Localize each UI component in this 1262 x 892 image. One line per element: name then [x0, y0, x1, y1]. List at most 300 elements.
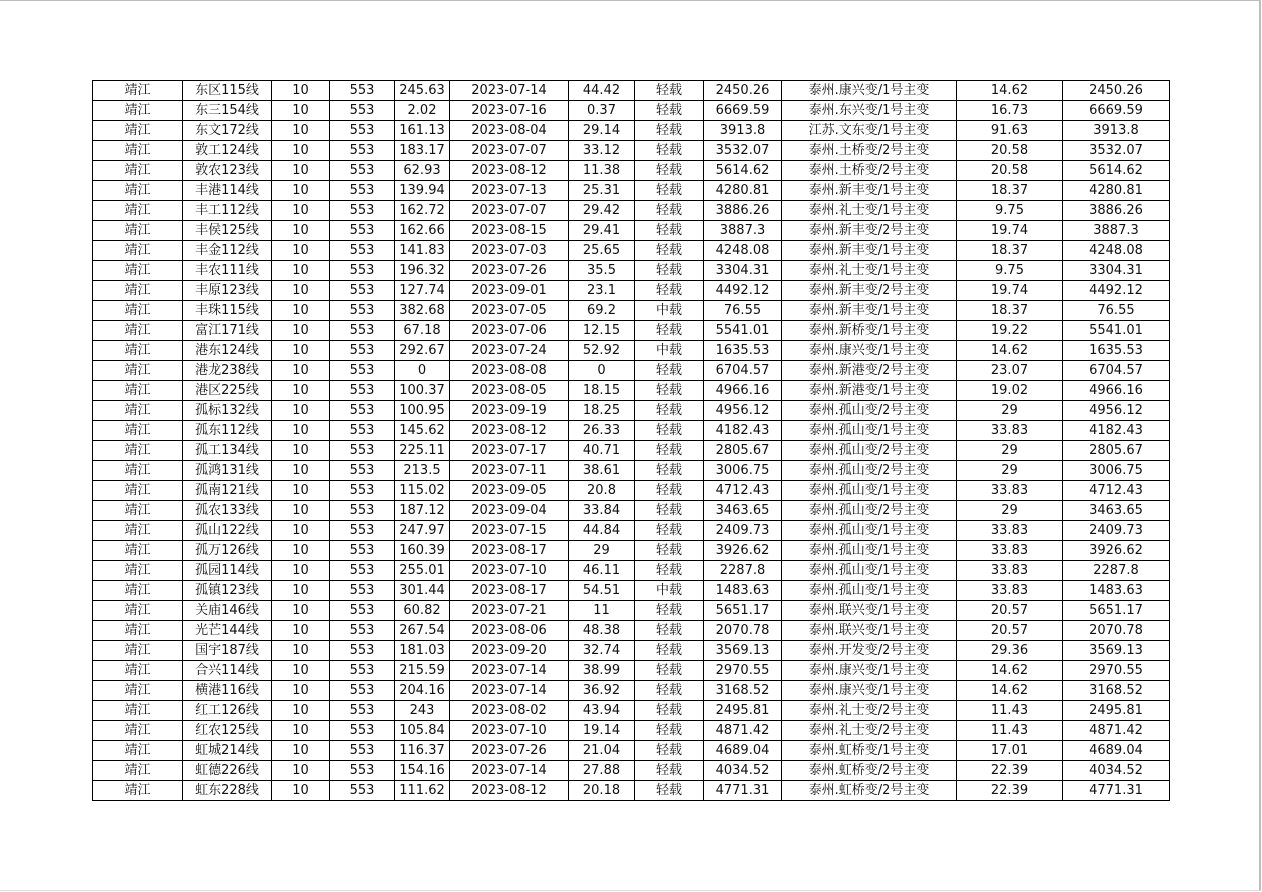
voltage-cell: 10	[272, 261, 330, 281]
line-name-cell: 孤标132线	[183, 401, 272, 421]
voltage-cell: 10	[272, 661, 330, 681]
capacity-cell: 553	[330, 681, 395, 701]
load-rate-cell: 52.92	[569, 341, 635, 361]
date-cell: 2023-08-02	[450, 701, 569, 721]
load-rate-cell: 25.31	[569, 181, 635, 201]
transformer-cell: 泰州.土桥变/2号主变	[782, 161, 957, 181]
transformer-rate-cell: 14.62	[957, 681, 1063, 701]
table-row	[93, 241, 1170, 261]
voltage-cell: 10	[272, 761, 330, 781]
county-cell: 靖江	[93, 561, 183, 581]
margin-cell: 4034.52	[704, 761, 782, 781]
county-cell: 靖江	[93, 781, 183, 801]
transformer-rate-cell: 22.39	[957, 761, 1063, 781]
load-level-cell: 中载	[635, 301, 704, 321]
voltage-cell: 10	[272, 201, 330, 221]
date-cell: 2023-08-05	[450, 381, 569, 401]
transformer-rate-cell: 20.57	[957, 601, 1063, 621]
transformer-rate-cell: 20.58	[957, 161, 1063, 181]
table-row	[93, 81, 1170, 101]
table-row	[93, 261, 1170, 281]
voltage-cell: 10	[272, 81, 330, 101]
table-row	[93, 561, 1170, 581]
margin-cell: 1483.63	[704, 581, 782, 601]
available-cell: 4871.42	[1063, 721, 1170, 741]
line-name-cell: 丰原123线	[183, 281, 272, 301]
line-name-cell: 红农125线	[183, 721, 272, 741]
load-cell: 116.37	[395, 741, 450, 761]
load-level-cell: 轻载	[635, 501, 704, 521]
transformer-cell: 泰州.康兴变/1号主变	[782, 341, 957, 361]
county-cell: 靖江	[93, 741, 183, 761]
county-cell: 靖江	[93, 641, 183, 661]
margin-cell: 2970.55	[704, 661, 782, 681]
voltage-cell: 10	[272, 181, 330, 201]
margin-cell: 2805.67	[704, 441, 782, 461]
transformer-rate-cell: 18.37	[957, 181, 1063, 201]
transformer-cell: 泰州.孤山变/1号主变	[782, 541, 957, 561]
transformer-rate-cell: 18.37	[957, 241, 1063, 261]
transformer-rate-cell: 14.62	[957, 341, 1063, 361]
capacity-cell: 553	[330, 161, 395, 181]
load-level-cell: 轻载	[635, 441, 704, 461]
transformer-cell: 泰州.礼士变/2号主变	[782, 721, 957, 741]
transformer-cell: 泰州.孤山变/1号主变	[782, 581, 957, 601]
transformer-rate-cell: 33.83	[957, 421, 1063, 441]
margin-cell: 4871.42	[704, 721, 782, 741]
county-cell: 靖江	[93, 661, 183, 681]
line-name-cell: 敦农123线	[183, 161, 272, 181]
line-name-cell: 丰农111线	[183, 261, 272, 281]
transformer-rate-cell: 19.22	[957, 321, 1063, 341]
load-level-cell: 轻载	[635, 241, 704, 261]
transformer-cell: 泰州.新桥变/1号主变	[782, 321, 957, 341]
capacity-cell: 553	[330, 141, 395, 161]
load-cell: 301.44	[395, 581, 450, 601]
margin-cell: 1635.53	[704, 341, 782, 361]
load-rate-cell: 69.2	[569, 301, 635, 321]
load-cell: 225.11	[395, 441, 450, 461]
load-cell: 145.62	[395, 421, 450, 441]
voltage-cell: 10	[272, 781, 330, 801]
load-cell: 141.83	[395, 241, 450, 261]
county-cell: 靖江	[93, 161, 183, 181]
transformer-rate-cell: 19.74	[957, 281, 1063, 301]
date-cell: 2023-08-17	[450, 581, 569, 601]
transformer-cell: 泰州.孤山变/1号主变	[782, 421, 957, 441]
load-level-cell: 轻载	[635, 761, 704, 781]
date-cell: 2023-07-16	[450, 101, 569, 121]
line-name-cell: 虹德226线	[183, 761, 272, 781]
voltage-cell: 10	[272, 641, 330, 661]
table-row	[93, 421, 1170, 441]
line-name-cell: 丰珠115线	[183, 301, 272, 321]
capacity-cell: 553	[330, 741, 395, 761]
county-cell: 靖江	[93, 81, 183, 101]
margin-cell: 6704.57	[704, 361, 782, 381]
available-cell: 3913.8	[1063, 121, 1170, 141]
available-cell: 3886.26	[1063, 201, 1170, 221]
load-cell: 105.84	[395, 721, 450, 741]
load-cell: 127.74	[395, 281, 450, 301]
capacity-cell: 553	[330, 581, 395, 601]
available-cell: 2450.26	[1063, 81, 1170, 101]
load-rate-cell: 26.33	[569, 421, 635, 441]
capacity-cell: 553	[330, 481, 395, 501]
margin-cell: 5651.17	[704, 601, 782, 621]
transformer-rate-cell: 29	[957, 461, 1063, 481]
county-cell: 靖江	[93, 581, 183, 601]
load-rate-cell: 0	[569, 361, 635, 381]
load-level-cell: 轻载	[635, 621, 704, 641]
capacity-cell: 553	[330, 461, 395, 481]
available-cell: 2070.78	[1063, 621, 1170, 641]
transformer-rate-cell: 29	[957, 401, 1063, 421]
date-cell: 2023-07-06	[450, 321, 569, 341]
load-cell: 62.93	[395, 161, 450, 181]
date-cell: 2023-09-04	[450, 501, 569, 521]
margin-cell: 4280.81	[704, 181, 782, 201]
line-name-cell: 东文172线	[183, 121, 272, 141]
load-cell: 154.16	[395, 761, 450, 781]
capacity-cell: 553	[330, 621, 395, 641]
date-cell: 2023-07-15	[450, 521, 569, 541]
date-cell: 2023-08-08	[450, 361, 569, 381]
load-level-cell: 轻载	[635, 781, 704, 801]
table-row	[93, 441, 1170, 461]
table-row	[93, 361, 1170, 381]
load-cell: 111.62	[395, 781, 450, 801]
county-cell: 靖江	[93, 461, 183, 481]
transformer-rate-cell: 91.63	[957, 121, 1063, 141]
line-name-cell: 丰港114线	[183, 181, 272, 201]
available-cell: 2495.81	[1063, 701, 1170, 721]
load-cell: 2.02	[395, 101, 450, 121]
margin-cell: 4248.08	[704, 241, 782, 261]
capacity-cell: 553	[330, 761, 395, 781]
voltage-cell: 10	[272, 421, 330, 441]
available-cell: 4966.16	[1063, 381, 1170, 401]
available-cell: 4492.12	[1063, 281, 1170, 301]
table-row	[93, 161, 1170, 181]
date-cell: 2023-07-10	[450, 561, 569, 581]
transformer-cell: 泰州.孤山变/1号主变	[782, 561, 957, 581]
date-cell: 2023-07-10	[450, 721, 569, 741]
load-cell: 187.12	[395, 501, 450, 521]
capacity-cell: 553	[330, 501, 395, 521]
load-cell: 162.72	[395, 201, 450, 221]
county-cell: 靖江	[93, 401, 183, 421]
voltage-cell: 10	[272, 441, 330, 461]
table-row	[93, 621, 1170, 641]
margin-cell: 3304.31	[704, 261, 782, 281]
load-level-cell: 轻载	[635, 121, 704, 141]
available-cell: 2287.8	[1063, 561, 1170, 581]
capacity-cell: 553	[330, 721, 395, 741]
available-cell: 4712.43	[1063, 481, 1170, 501]
available-cell: 1483.63	[1063, 581, 1170, 601]
voltage-cell: 10	[272, 461, 330, 481]
load-level-cell: 轻载	[635, 281, 704, 301]
table-row	[93, 321, 1170, 341]
transformer-cell: 泰州.礼士变/1号主变	[782, 261, 957, 281]
table-row	[93, 681, 1170, 701]
load-cell: 115.02	[395, 481, 450, 501]
load-cell: 139.94	[395, 181, 450, 201]
load-level-cell: 轻载	[635, 541, 704, 561]
load-rate-cell: 19.14	[569, 721, 635, 741]
transformer-rate-cell: 16.73	[957, 101, 1063, 121]
county-cell: 靖江	[93, 501, 183, 521]
load-rate-cell: 33.84	[569, 501, 635, 521]
voltage-cell: 10	[272, 561, 330, 581]
voltage-cell: 10	[272, 141, 330, 161]
table-row	[93, 581, 1170, 601]
margin-cell: 3926.62	[704, 541, 782, 561]
line-name-cell: 孤南121线	[183, 481, 272, 501]
margin-cell: 2450.26	[704, 81, 782, 101]
table-row	[93, 181, 1170, 201]
line-name-cell: 港东124线	[183, 341, 272, 361]
load-rate-cell: 36.92	[569, 681, 635, 701]
table-row	[93, 761, 1170, 781]
capacity-cell: 553	[330, 81, 395, 101]
load-cell: 204.16	[395, 681, 450, 701]
transformer-rate-cell: 22.39	[957, 781, 1063, 801]
county-cell: 靖江	[93, 481, 183, 501]
capacity-cell: 553	[330, 181, 395, 201]
load-cell: 160.39	[395, 541, 450, 561]
capacity-cell: 553	[330, 281, 395, 301]
table-row	[93, 301, 1170, 321]
transformer-rate-cell: 20.57	[957, 621, 1063, 641]
load-rate-cell: 25.65	[569, 241, 635, 261]
load-cell: 161.13	[395, 121, 450, 141]
capacity-cell: 553	[330, 301, 395, 321]
margin-cell: 76.55	[704, 301, 782, 321]
load-level-cell: 轻载	[635, 641, 704, 661]
margin-cell: 4182.43	[704, 421, 782, 441]
transformer-cell: 泰州.礼士变/2号主变	[782, 701, 957, 721]
transformer-cell: 泰州.联兴变/1号主变	[782, 601, 957, 621]
transformer-rate-cell: 14.62	[957, 661, 1063, 681]
transformer-cell: 泰州.虹桥变/1号主变	[782, 741, 957, 761]
load-level-cell: 轻载	[635, 561, 704, 581]
capacity-cell: 553	[330, 701, 395, 721]
county-cell: 靖江	[93, 701, 183, 721]
table-row	[93, 341, 1170, 361]
available-cell: 5614.62	[1063, 161, 1170, 181]
load-rate-cell: 12.15	[569, 321, 635, 341]
transformer-cell: 泰州.新丰变/1号主变	[782, 301, 957, 321]
available-cell: 3304.31	[1063, 261, 1170, 281]
load-level-cell: 轻载	[635, 741, 704, 761]
date-cell: 2023-07-07	[450, 141, 569, 161]
load-level-cell: 轻载	[635, 161, 704, 181]
capacity-cell: 553	[330, 541, 395, 561]
date-cell: 2023-08-15	[450, 221, 569, 241]
date-cell: 2023-07-13	[450, 181, 569, 201]
transformer-cell: 泰州.新丰变/1号主变	[782, 241, 957, 261]
line-name-cell: 东三154线	[183, 101, 272, 121]
transformer-rate-cell: 29	[957, 501, 1063, 521]
table-row	[93, 601, 1170, 621]
available-cell: 3926.62	[1063, 541, 1170, 561]
date-cell: 2023-07-14	[450, 681, 569, 701]
table-row	[93, 101, 1170, 121]
transformer-rate-cell: 9.75	[957, 201, 1063, 221]
capacity-cell: 553	[330, 321, 395, 341]
voltage-cell: 10	[272, 161, 330, 181]
load-cell: 0	[395, 361, 450, 381]
county-cell: 靖江	[93, 341, 183, 361]
available-cell: 4771.31	[1063, 781, 1170, 801]
margin-cell: 5614.62	[704, 161, 782, 181]
margin-cell: 3886.26	[704, 201, 782, 221]
load-level-cell: 轻载	[635, 421, 704, 441]
transformer-cell: 泰州.东兴变/1号主变	[782, 101, 957, 121]
date-cell: 2023-09-20	[450, 641, 569, 661]
capacity-cell: 553	[330, 201, 395, 221]
voltage-cell: 10	[272, 681, 330, 701]
transformer-rate-cell: 20.58	[957, 141, 1063, 161]
capacity-cell: 553	[330, 241, 395, 261]
capacity-cell: 553	[330, 521, 395, 541]
transformer-cell: 泰州.虹桥变/2号主变	[782, 761, 957, 781]
voltage-cell: 10	[272, 581, 330, 601]
table-row	[93, 481, 1170, 501]
county-cell: 靖江	[93, 681, 183, 701]
available-cell: 5541.01	[1063, 321, 1170, 341]
transformer-rate-cell: 33.83	[957, 541, 1063, 561]
load-cell: 215.59	[395, 661, 450, 681]
table-row	[93, 221, 1170, 241]
date-cell: 2023-08-12	[450, 781, 569, 801]
date-cell: 2023-07-21	[450, 601, 569, 621]
table-row	[93, 741, 1170, 761]
line-name-cell: 虹城214线	[183, 741, 272, 761]
load-rate-cell: 35.5	[569, 261, 635, 281]
available-cell: 5651.17	[1063, 601, 1170, 621]
transformer-cell: 泰州.新丰变/1号主变	[782, 181, 957, 201]
margin-cell: 3913.8	[704, 121, 782, 141]
voltage-cell: 10	[272, 701, 330, 721]
load-level-cell: 轻载	[635, 481, 704, 501]
transformer-cell: 泰州.孤山变/2号主变	[782, 461, 957, 481]
table-row	[93, 721, 1170, 741]
available-cell: 4689.04	[1063, 741, 1170, 761]
capacity-cell: 553	[330, 661, 395, 681]
date-cell: 2023-07-03	[450, 241, 569, 261]
county-cell: 靖江	[93, 601, 183, 621]
capacity-cell: 553	[330, 441, 395, 461]
available-cell: 76.55	[1063, 301, 1170, 321]
load-level-cell: 轻载	[635, 261, 704, 281]
available-cell: 4280.81	[1063, 181, 1170, 201]
available-cell: 3887.3	[1063, 221, 1170, 241]
capacity-cell: 553	[330, 261, 395, 281]
load-level-cell: 轻载	[635, 661, 704, 681]
transformer-rate-cell: 29	[957, 441, 1063, 461]
load-rate-cell: 29	[569, 541, 635, 561]
load-cell: 247.97	[395, 521, 450, 541]
voltage-cell: 10	[272, 341, 330, 361]
load-level-cell: 轻载	[635, 321, 704, 341]
line-name-cell: 孤万126线	[183, 541, 272, 561]
transformer-cell: 泰州.孤山变/2号主变	[782, 441, 957, 461]
load-level-cell: 轻载	[635, 381, 704, 401]
line-name-cell: 港区225线	[183, 381, 272, 401]
transformer-rate-cell: 9.75	[957, 261, 1063, 281]
transformer-cell: 泰州.新港变/2号主变	[782, 361, 957, 381]
margin-cell: 2287.8	[704, 561, 782, 581]
county-cell: 靖江	[93, 521, 183, 541]
transformer-cell: 泰州.土桥变/2号主变	[782, 141, 957, 161]
table-row	[93, 141, 1170, 161]
county-cell: 靖江	[93, 121, 183, 141]
capacity-cell: 553	[330, 601, 395, 621]
table-row	[93, 201, 1170, 221]
load-level-cell: 轻载	[635, 721, 704, 741]
load-cell: 267.54	[395, 621, 450, 641]
available-cell: 3532.07	[1063, 141, 1170, 161]
date-cell: 2023-07-14	[450, 761, 569, 781]
voltage-cell: 10	[272, 361, 330, 381]
line-name-cell: 孤鸿131线	[183, 461, 272, 481]
available-cell: 4956.12	[1063, 401, 1170, 421]
date-cell: 2023-07-14	[450, 661, 569, 681]
county-cell: 靖江	[93, 281, 183, 301]
voltage-cell: 10	[272, 521, 330, 541]
load-rate-cell: 18.25	[569, 401, 635, 421]
table-row	[93, 661, 1170, 681]
county-cell: 靖江	[93, 421, 183, 441]
transformer-rate-cell: 19.74	[957, 221, 1063, 241]
transformer-cell: 泰州.孤山变/2号主变	[782, 401, 957, 421]
line-name-cell: 红工126线	[183, 701, 272, 721]
load-rate-cell: 43.94	[569, 701, 635, 721]
transformer-rate-cell: 23.07	[957, 361, 1063, 381]
transformer-cell: 泰州.新丰变/2号主变	[782, 281, 957, 301]
table-body	[93, 81, 1170, 801]
table-row	[93, 521, 1170, 541]
line-name-cell: 港龙238线	[183, 361, 272, 381]
margin-cell: 4712.43	[704, 481, 782, 501]
load-cell: 255.01	[395, 561, 450, 581]
county-cell: 靖江	[93, 241, 183, 261]
voltage-cell: 10	[272, 401, 330, 421]
margin-cell: 2409.73	[704, 521, 782, 541]
county-cell: 靖江	[93, 621, 183, 641]
transformer-cell: 泰州.礼士变/1号主变	[782, 201, 957, 221]
table-row	[93, 461, 1170, 481]
load-level-cell: 轻载	[635, 201, 704, 221]
voltage-cell: 10	[272, 381, 330, 401]
line-name-cell: 孤镇123线	[183, 581, 272, 601]
load-cell: 162.66	[395, 221, 450, 241]
available-cell: 4248.08	[1063, 241, 1170, 261]
margin-cell: 2495.81	[704, 701, 782, 721]
voltage-cell: 10	[272, 501, 330, 521]
table-row	[93, 281, 1170, 301]
line-name-cell: 孤东112线	[183, 421, 272, 441]
load-rate-cell: 27.88	[569, 761, 635, 781]
load-level-cell: 轻载	[635, 401, 704, 421]
voltage-cell: 10	[272, 721, 330, 741]
line-name-cell: 丰金112线	[183, 241, 272, 261]
available-cell: 3569.13	[1063, 641, 1170, 661]
table-row	[93, 121, 1170, 141]
